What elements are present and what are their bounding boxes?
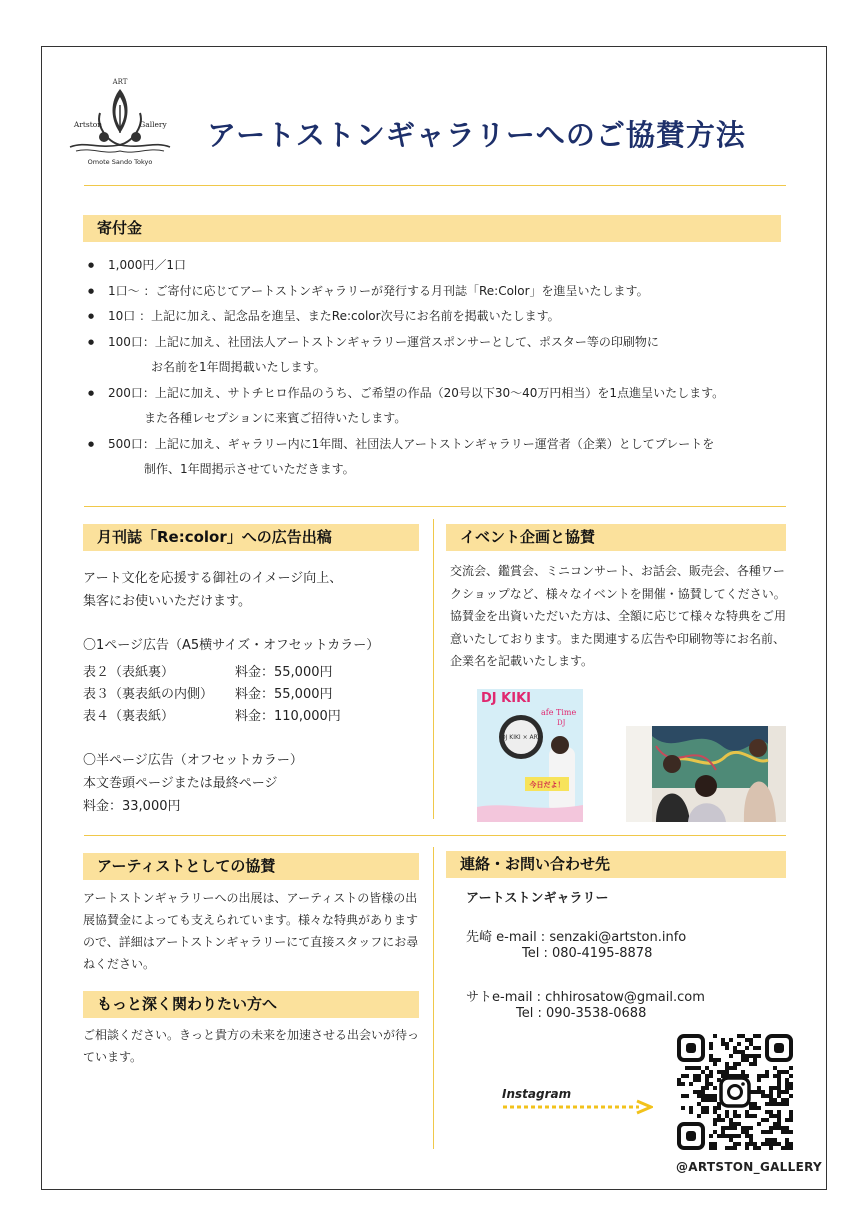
ad-row: 表２（表紙裏） [83,665,175,680]
contact-organization: アートストンギャラリー [466,891,609,906]
donation-list [88,253,808,483]
ad-price: 料金：110,000円 [235,709,341,724]
divider [84,185,786,186]
poster-badge-text: 今日だよ！ [529,781,565,789]
ad-intro-2: 集客にお使いいただけます。 [83,594,251,609]
list-item: ● 1口〜 ：ご寄付に応じてアートストンギャラリーが発行する月刊誌「Re:Color」を進呈いたします。 [88,279,808,305]
section-heading-event: イベント企画と協賛 [446,524,786,551]
ad-half-page-price: 料金：33,000円 [83,799,181,814]
page-title: アートストンギャラリーへのご協賛方法 [207,118,746,152]
section-heading-artist: アーティストとしての協賛 [83,853,419,880]
poster-sub-text: afe Time [541,708,577,717]
list-item: ● 200口：上記に加え、サトチヒロ作品のうち、ご希望の作品（20号以下30〜40万円相当）を1点進呈いたします。 また各種レセプションに来賓ご招待いたします。 [88,381,808,432]
ad-price: 料金：55,000円 [235,665,333,680]
poster-sub2-text: DJ [557,719,566,727]
contact-email-sato[interactable]: サトe-mail : chhirosatow@gmail.com [466,990,705,1005]
ad-full-page-title: 〇1ページ広告（A5横サイズ・オフセットカラー） [83,638,380,653]
logo-right-text: Gallery [139,120,167,129]
poster-dj-text: DJ KIKI [481,691,531,706]
instagram-qr-code[interactable] [677,1034,793,1150]
ad-row: 表４（裏表紙） [83,709,175,724]
flyer-page [41,46,827,1190]
ad-half-page-title: 〇半ページ広告（オフセットカラー） [83,753,303,768]
ad-row: 表３（裏表紙の内側） [83,687,214,702]
divider [84,835,786,836]
artist-body: アートストンギャラリーへの出展は、アーティストの皆様の出展協賛金によっても支えられています。様々な特典がありますので、詳細はアートストンギャラリーにて直接スタッフにお尋ねください。 [83,891,419,971]
column-divider [433,847,434,1149]
divider [84,506,786,507]
poster-center-text: DJ KIKI × ART [500,734,542,741]
contact-tel-sato[interactable]: Tel : 090-3538-0688 [516,1006,647,1021]
list-item: ● 1,000円／1口 [88,253,808,279]
ad-price: 料金：55,000円 [235,687,333,702]
dj-event-poster-image [477,689,583,822]
contact-tel-senzaki[interactable]: Tel : 080-4195-8878 [522,946,653,961]
logo-left-text: Artston [73,120,103,129]
section-heading-ad: 月刊誌「Re:color」への広告出稿 [83,524,419,551]
section-heading-contact: 連絡・お問い合わせ先 [446,851,786,878]
section-heading-donation: 寄付金 [83,215,781,242]
section-heading-deeper: もっと深く関わりたい方へ [83,991,419,1018]
instagram-handle[interactable]: @ARTSTON_GALLERY [676,1160,822,1174]
gallery-logo [66,75,174,167]
list-item: ● 500口：上記に加え、ギャラリー内に1年間、社団法人アートストンギャラリー運営者（企業）としてプレートを 制作、1年間掲示させていただきます。 [88,432,808,483]
logo-bottom-text: Omote Sando Tokyo [87,158,153,166]
list-item: ● 100口：上記に加え、社団法人アートストンギャラリー運営スポンサーとして、ポスター等の印刷物に お名前を1年間掲載いたします。 [88,330,808,381]
ad-half-page-line: 本文巻頭ページまたは最終ページ [83,776,278,791]
event-body: 交流会、鑑賞会、ミニコンサート、お話会、販売会、各種ワークショップなど、様々なイベントを開催・協賛してください。協賛金を出資いただいた方は、全額に応じて様々な特典をご用意いたしております。また関連する広告や印刷物等にお名前、企業名を記載いたします。 [450,564,787,668]
ad-intro-1: アート文化を応援する御社のイメージ向上、 [83,571,343,586]
logo-emblem-icon [66,75,174,167]
logo-top-text: ART [112,78,128,86]
column-divider [433,519,434,819]
event-photo-image [626,726,786,822]
deeper-body: ご相談ください。きっと貴方の未来を加速させる出会いが待っています。 [83,1028,420,1064]
instagram-label: Instagram [502,1087,572,1101]
arrow-right-icon [501,1099,653,1115]
list-item: ● 10口 ：上記に加え、記念品を進呈、またRe:color次号にお名前を掲載いたします。 [88,304,808,330]
contact-email-senzaki[interactable]: 先崎 e-mail : senzaki@artston.info [466,930,687,945]
